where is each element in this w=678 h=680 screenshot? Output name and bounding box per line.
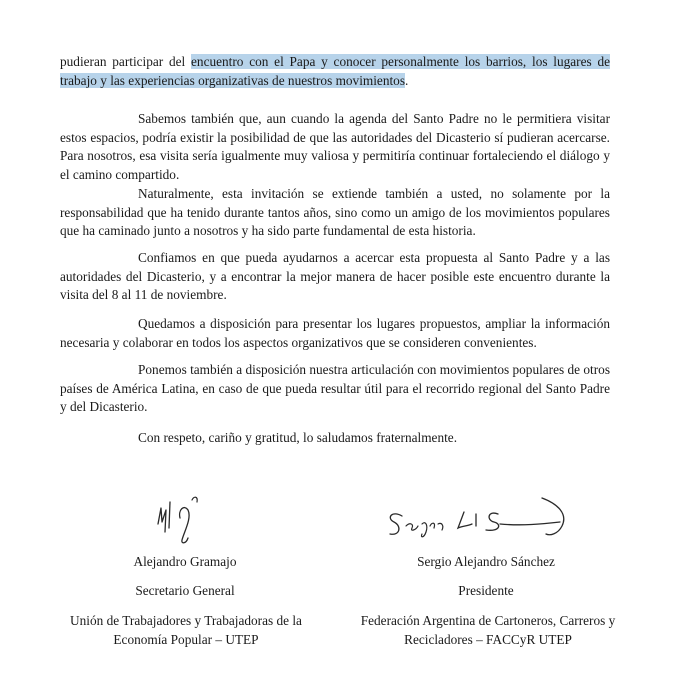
paragraph-closing: Con respeto, cariño y gratitud, lo saludamos fraternalmente. bbox=[138, 430, 458, 445]
signatory-right-org-block bbox=[353, 612, 623, 649]
intro-end: . bbox=[405, 72, 409, 88]
signatory-left-role-block bbox=[85, 582, 285, 601]
intro-text: pudieran participar del bbox=[60, 54, 192, 69]
signatory-right-role-block bbox=[386, 582, 586, 601]
paragraph-agenda: Sabemos también que, aun cuando la agenda del Santo Padre no le permitiera visitar estos espacios, podría existir la posibilidad de que las autoridades del Dicasterio sí pudieran acercarse. Para nosotros, esa visita sería igualmente muy valiosa y permitiría continuar fortaleciendo el diálogo y el camino compartido. bbox=[60, 111, 610, 182]
signatory-right bbox=[386, 553, 586, 572]
signatory-left bbox=[85, 553, 285, 572]
signatory-name: Alejandro Gramajo bbox=[133, 554, 237, 569]
signatory-role: Presidente bbox=[458, 583, 514, 598]
signatory-org: Unión de Trabajadores y Trabajadoras de la Economía Popular – UTEP bbox=[70, 613, 302, 647]
paragraph-invitation: Naturalmente, esta invitación se extiende también a usted, no solamente por la responsabilidad que ha tenido durante tantos años, sino como un amigo de los movimientos populares que ha caminado junto a nosotros y ha sido parte fundamental de esta historia. bbox=[60, 186, 610, 239]
signatory-name: Sergio Alejandro Sánchez bbox=[417, 554, 555, 569]
signatory-org: Federación Argentina de Cartoneros, Carreros y Recicladores – FACCyR UTEP bbox=[360, 613, 616, 647]
signatory-left-org-block bbox=[60, 612, 312, 649]
signature-gramajo-image bbox=[148, 488, 228, 550]
paragraph-availability: Quedamos a disposición para presentar los lugares propuestos, ampliar la información necesaria y colaborar en todos los aspectos organizativos que se consideren convenientes. bbox=[60, 316, 610, 350]
paragraph-articulation: Ponemos también a disposición nuestra articulación con movimientos populares de otros países de América Latina, en caso de que pueda resultar útil para el recorrido regional del Santo Padre y del Dicasterio. bbox=[60, 362, 610, 415]
highlighted-text[interactable]: encuentro con el Papa y conocer personalmente los barrios, los lugares de trabajo y las experiencias organizativas de nuestros movimientos bbox=[60, 54, 610, 88]
paragraph-intro bbox=[60, 53, 610, 90]
signatory-role: Secretario General bbox=[135, 583, 235, 598]
paragraph-proposal: Confiamos en que pueda ayudarnos a acercar esta propuesta al Santo Padre y a las autoridades del Dicasterio, y a encontrar la mejor manera de hacer posible este encuentro durante la visita del 8 al 11 de noviembre. bbox=[60, 250, 610, 303]
signature-sanchez-image bbox=[382, 490, 582, 542]
